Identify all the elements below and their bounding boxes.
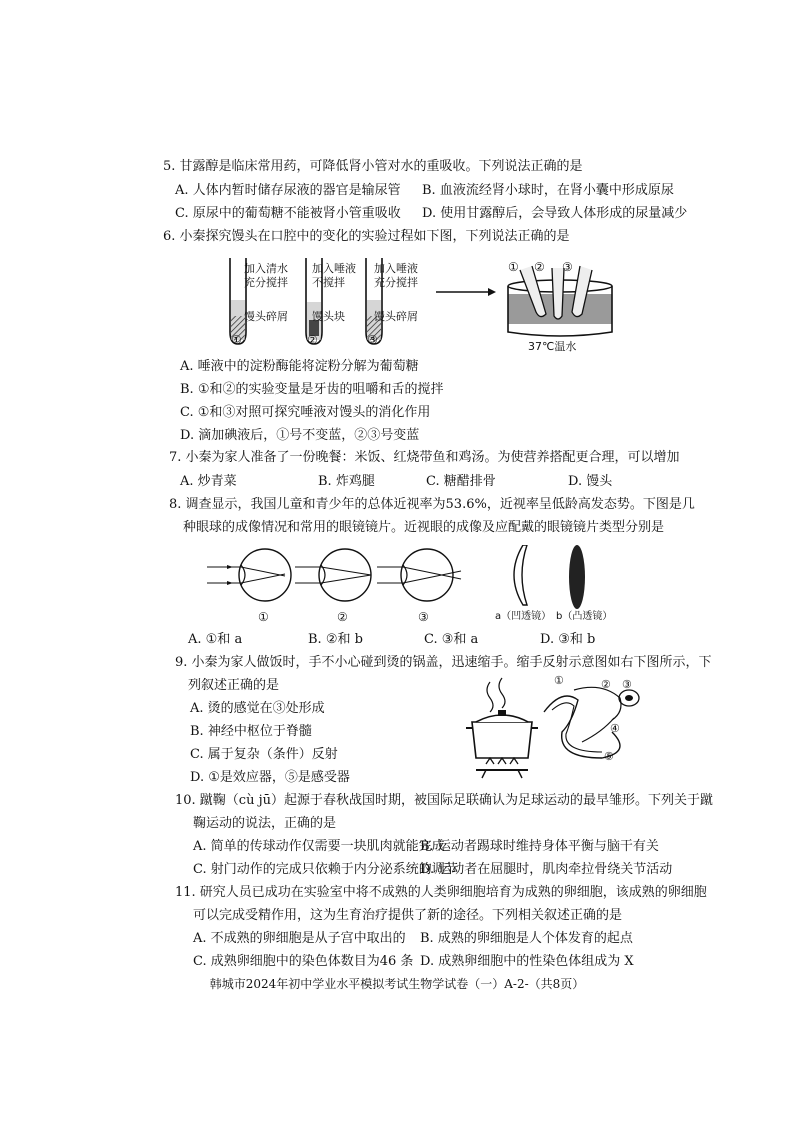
- reflex-label-2: ②: [601, 678, 611, 691]
- arrow-icon: [436, 288, 496, 296]
- q8-stem-line1: 8. 调查显示，我国儿童和青少年的总体近视率为53.6%，近视率呈低龄高发态势。下图是几: [169, 497, 695, 512]
- q10-option-a: A. 简单的传球动作仅需要一块肌肉就能完成: [193, 839, 445, 854]
- tube2-label-3: 馒头块: [312, 310, 345, 323]
- q8-option-d: D. ③和 b: [540, 632, 596, 647]
- q6-option-d: D. 滴加碘液后，①号不变蓝，②③号变蓝: [180, 428, 420, 443]
- reflex-label-1: ①: [554, 674, 564, 687]
- reflex-label-5: ⑤: [604, 750, 614, 763]
- q6-option-c: C. ①和③对照可探究唾液对馒头的消化作用: [180, 405, 431, 420]
- q5-option-a: A. 人体内暂时储存尿液的器官是输尿管: [175, 183, 401, 198]
- q5-option-d: D. 使用甘露醇后，会导致人体形成的尿量减少: [422, 206, 688, 221]
- q11-stem-line2: 可以完成受精作用，这为生育治疗提供了新的途径。下列相关叙述正确的是: [193, 908, 623, 923]
- tube3-label-3: 馒头碎屑: [374, 310, 418, 323]
- q7-option-a: A. 炒青菜: [180, 474, 237, 489]
- tube3-label-2: 充分搅拌: [374, 276, 418, 289]
- q11-option-d: D. 成熟卵细胞中的性染色体组成为 X: [420, 954, 634, 969]
- q8-option-c: C. ③和 a: [424, 632, 479, 647]
- bath-label: 37℃温水: [528, 340, 577, 353]
- eye-diagram-3: [377, 549, 461, 601]
- q11-option-a: A. 不成熟的卵细胞是从子宫中取出的: [193, 931, 406, 946]
- q9-stem-line2: 列叙述正确的是: [188, 678, 280, 693]
- q7-option-d: D. 馒头: [568, 474, 613, 489]
- q7-stem: 7. 小秦为家人准备了一份晚餐：米饭、红烧带鱼和鸡汤。为使营养搭配更合理，可以增加: [169, 450, 680, 465]
- eye2-number: ②: [337, 610, 348, 624]
- q11-stem-line1: 11. 研究人员已成功在实验室中将不成熟的人类卵细胞培育为成熟的卵细胞，该成熟的卵细胞: [175, 885, 707, 900]
- reflex-label-4: ④: [610, 722, 620, 735]
- tube1-label-2: 充分搅拌: [244, 276, 288, 289]
- q10-stem-line1: 10. 蹴鞠（cù jū）起源于春秋战国时期，被国际足联确认为足球运动的最早雏形。下列关于蹴: [175, 793, 713, 808]
- q9-option-c: C. 属于复杂（条件）反射: [190, 747, 338, 762]
- bath-tube3-number: ③: [562, 260, 573, 274]
- q9-stem-line1: 9. 小秦为家人做饭时，手不小心碰到烫的锅盖，迅速缩手。缩手反射示意图如右下图所示，下: [175, 655, 712, 670]
- bath-tube2-number: ②: [534, 260, 545, 274]
- tube2-label-2: 不搅拌: [312, 276, 345, 289]
- q8-option-a: A. ①和 a: [188, 632, 243, 647]
- bath-tube1-number: ①: [508, 260, 519, 274]
- water-bath-beaker: [508, 266, 612, 336]
- lens-a-label: a（凹透镜）: [495, 611, 552, 622]
- q6-option-a: A. 唾液中的淀粉酶能将淀粉分解为葡萄糖: [180, 359, 419, 374]
- tube3-number: ③: [367, 333, 378, 347]
- tube1-number: ①: [231, 333, 242, 347]
- tube3-label-1: 加入唾液: [374, 262, 418, 275]
- q11-option-c: C. 成熟卵细胞中的染色体数目为46 条: [193, 954, 414, 969]
- page-footer: 韩城市2024年初中学业水平模拟考试生物学试卷（一）A-2-（共8页）: [209, 977, 585, 991]
- q9-option-d: D. ①是效应器，⑤是感受器: [190, 770, 350, 785]
- q10-option-b: B. 运动者踢球时维持身体平衡与脑干有关: [420, 839, 659, 854]
- tube1-label-1: 加入清水: [244, 262, 288, 275]
- eye-diagram-2: [295, 549, 371, 601]
- q5-stem: 5. 甘露醇是临床常用药，可降低肾小管对水的重吸收。下列说法正确的是: [163, 159, 583, 174]
- q10-option-c: C. 射门动作的完成只依赖于内分泌系统的调节: [193, 862, 458, 877]
- reflex-label-3: ③: [622, 678, 632, 691]
- q10-option-d: D. 运动者在屈腿时，肌肉牵拉骨绕关节活动: [420, 862, 673, 877]
- q9-option-a: A. 烫的感觉在③处形成: [190, 701, 325, 716]
- tube2-number: ②: [307, 333, 318, 347]
- tube2-label-1: 加入唾液: [312, 262, 356, 275]
- q6-stem: 6. 小秦探究馒头在口腔中的变化的实验过程如下图，下列说法正确的是: [163, 229, 570, 244]
- q7-option-c: C. 糖醋排骨: [426, 474, 496, 489]
- concave-lens-icon: [514, 545, 527, 605]
- eye1-number: ①: [258, 610, 269, 624]
- q11-option-b: B. 成熟的卵细胞是人个体发育的起点: [420, 931, 633, 946]
- q6-option-b: B. ①和②的实验变量是牙齿的咀嚼和舌的搅拌: [180, 382, 444, 397]
- lens-b-label: b（凸透镜）: [556, 611, 613, 622]
- q8-option-b: B. ②和 b: [308, 632, 363, 647]
- stove-icon: [476, 758, 528, 778]
- q8-stem-line2: 种眼球的成像情况和常用的眼镜镜片。近视眼的成像及应配戴的眼镜镜片类型分别是: [183, 520, 665, 535]
- eye3-number: ③: [418, 610, 429, 624]
- q5-option-b: B. 血液流经肾小球时，在肾小囊中形成原尿: [422, 183, 674, 198]
- q10-stem-line2: 鞠运动的说法，正确的是: [193, 816, 337, 831]
- tube1-label-3: 馒头碎屑: [244, 310, 288, 323]
- arm-nerve-pathway: [544, 687, 639, 758]
- q9-option-b: B. 神经中枢位于脊髓: [190, 724, 312, 739]
- q5-option-c: C. 原尿中的葡萄糖不能被肾小管重吸收: [175, 206, 401, 221]
- eye-diagram-1: [207, 549, 291, 601]
- q7-option-b: B. 炸鸡腿: [318, 474, 375, 489]
- convex-lens-icon: [569, 545, 585, 609]
- pot-icon: [466, 710, 538, 758]
